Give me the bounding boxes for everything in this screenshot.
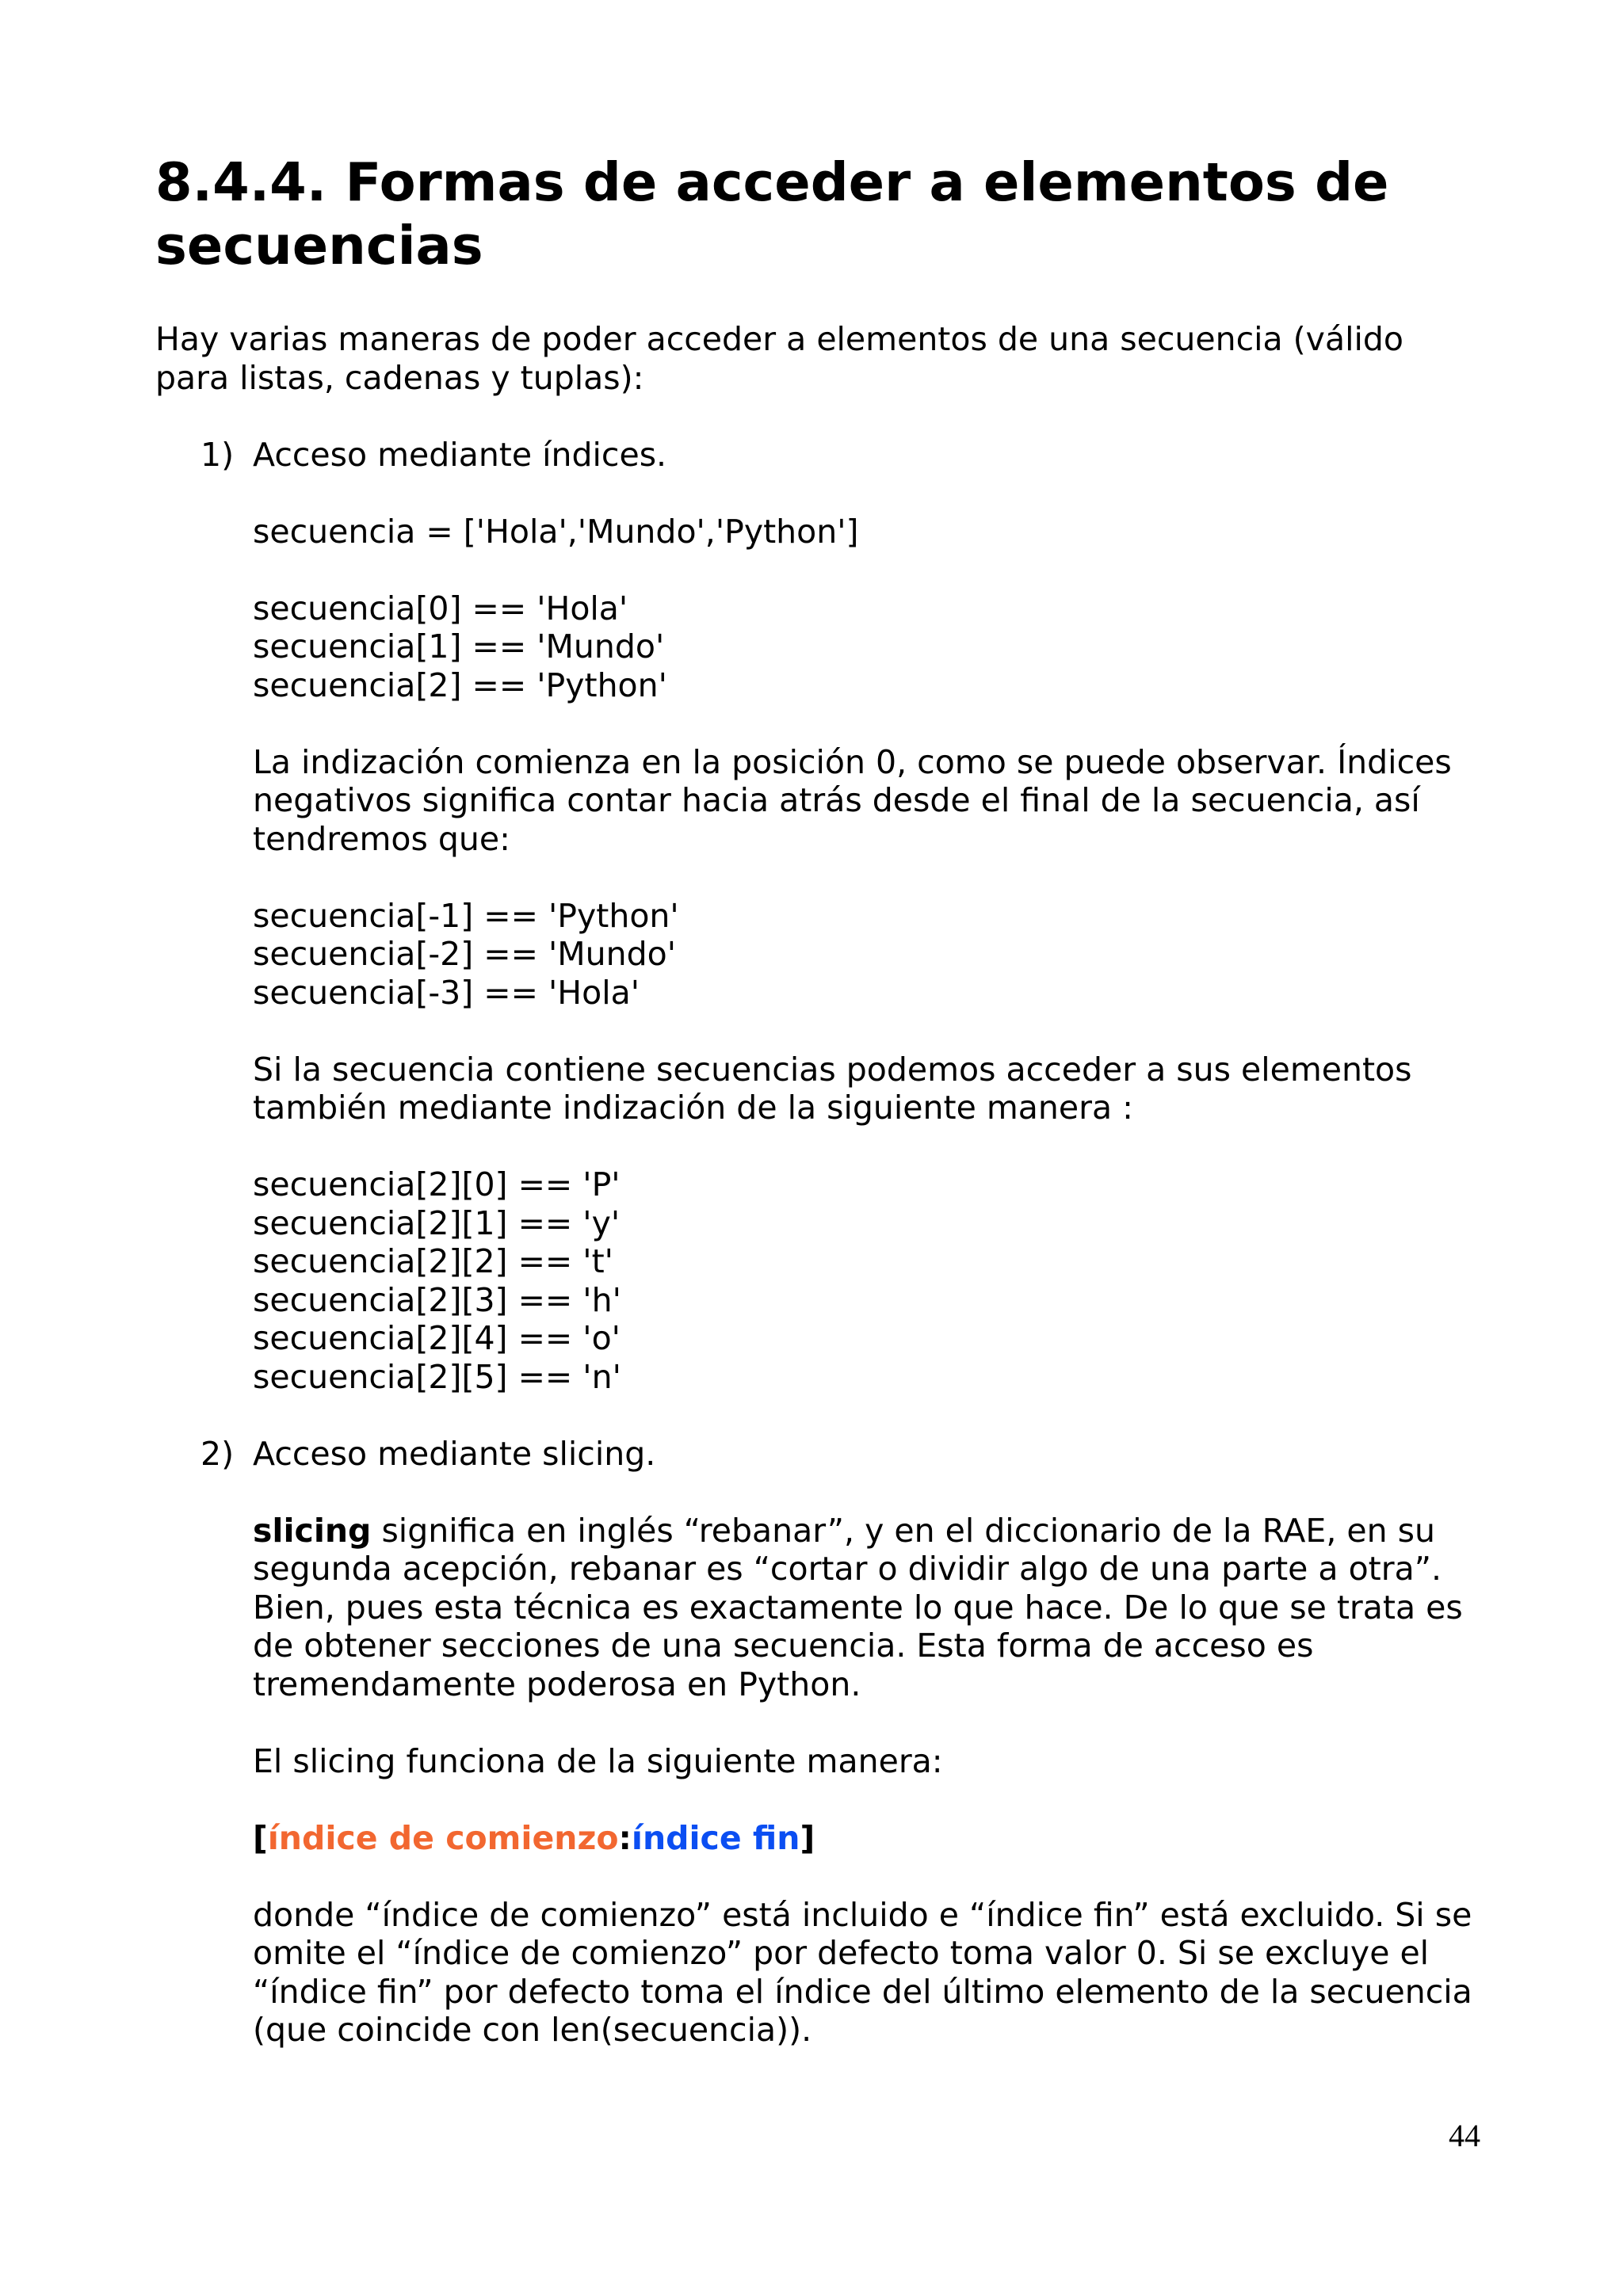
code-line: secuencia[-2] == 'Mundo': [253, 935, 677, 973]
list-item-title: Acceso mediante slicing.: [253, 1434, 656, 1473]
slicing-term: slicing: [253, 1511, 372, 1550]
syntax-end-index: índice fin: [631, 1818, 800, 1857]
code-line: secuencia[2][1] == 'y': [253, 1203, 621, 1242]
slicing-how-paragraph: El slicing funciona de la siguiente manera:: [253, 1741, 943, 1780]
section-content: [155, 320, 1479, 2050]
syntax-start-index: índice de comienzo: [267, 1818, 619, 1857]
slicing-definition-paragraph: [253, 1512, 1479, 1704]
code-line: secuencia[0] == 'Hola': [253, 589, 628, 627]
explanation-paragraph: La indización comienza en la posición 0, como se puede observar. Índices negativos significa contar hacia atrás desde el final de la secuencia, así tendremos que:: [253, 742, 1452, 858]
page-number: 44: [1449, 2118, 1480, 2153]
list-item-title: Acceso mediante índices.: [253, 435, 667, 474]
code-line: secuencia[2][0] == 'P': [253, 1165, 621, 1203]
section-heading: 8.4.4. Formas de acceder a elementos de secuencias: [155, 151, 1389, 277]
code-line: secuencia[-3] == 'Hola': [253, 973, 640, 1012]
list-number: 1): [200, 435, 235, 474]
code-line: secuencia[1] == 'Mundo': [253, 627, 665, 666]
code-line: secuencia[2][2] == 't': [253, 1242, 613, 1280]
code-line: secuencia = ['Hola','Mundo','Python']: [253, 512, 859, 551]
syntax-separator: :: [618, 1818, 632, 1857]
code-line: secuencia[2][3] == 'h': [253, 1280, 621, 1319]
slicing-definition-text: significa en inglés “rebanar”, y en el diccionario de la RAE, en su segunda acepción, rebanar es “cortar o dividir algo de una parte a otra”. Bien, pues esta técnica es exactamente lo que hace. De lo que se trata es de obtener secciones de una secuencia. Esta forma de acceso es tremendamente poderosa en Python.: [253, 1511, 1463, 1703]
code-line: secuencia[2][4] == 'o': [253, 1319, 621, 1357]
code-line: secuencia[-1] == 'Python': [253, 896, 679, 935]
syntax-open-bracket: [: [253, 1818, 268, 1857]
slicing-block: [253, 1512, 1479, 2050]
code-line: secuencia[2] == 'Python': [253, 666, 667, 704]
indices-block: [253, 513, 1479, 1397]
intro-paragraph: Hay varias maneras de poder acceder a elementos de una secuencia (válido para listas, cadenas y tuplas):: [155, 320, 1403, 397]
code-line: secuencia[2][5] == 'n': [253, 1357, 621, 1396]
slicing-syntax: [253, 1819, 1479, 1858]
list-item-indices: [200, 435, 1479, 475]
syntax-close-bracket: ]: [800, 1818, 815, 1857]
nested-explanation-paragraph: Si la secuencia contiene secuencias podemos acceder a sus elementos también mediante indización de la siguiente manera :: [253, 1050, 1412, 1127]
list-item-slicing: [200, 1434, 1479, 1474]
slicing-notes-paragraph: donde “índice de comienzo” está incluido e “índice fin” está excluido. Si se omite el “índice de comienzo” por defecto toma valor 0. Si se excluye el “índice fin” por defecto toma el índice del último elemento de la secuencia (que coincide con len(secuencia)).: [253, 1895, 1472, 2049]
list-number: 2): [200, 1434, 235, 1473]
